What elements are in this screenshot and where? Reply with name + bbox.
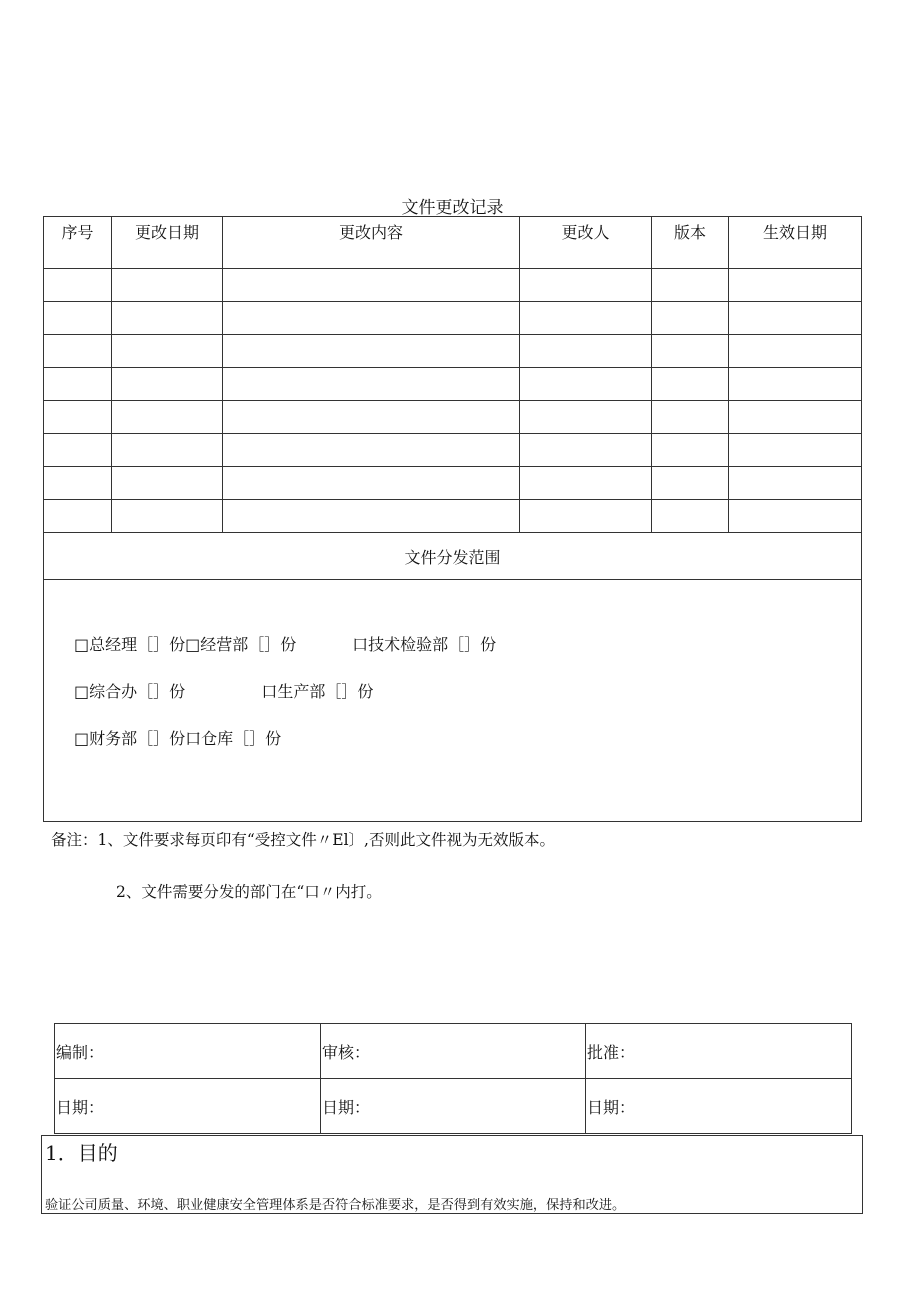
table-row: [44, 302, 862, 335]
compiled-date-field: 日期：: [55, 1079, 321, 1134]
table-cell: [520, 302, 652, 335]
table-cell: [112, 368, 223, 401]
table-cell: [112, 401, 223, 434]
table-cell: [729, 302, 862, 335]
table-cell: [223, 500, 520, 533]
table-row: [44, 335, 862, 368]
table-cell: [652, 302, 729, 335]
table-cell: [652, 335, 729, 368]
table-cell: [44, 368, 112, 401]
table-cell: [520, 335, 652, 368]
table-cell: [520, 368, 652, 401]
table-cell: [112, 500, 223, 533]
table-cell: [652, 467, 729, 500]
table-cell: [520, 401, 652, 434]
table-cell: [729, 500, 862, 533]
table-cell: [112, 467, 223, 500]
table-cell: [729, 368, 862, 401]
table-cell: [44, 401, 112, 434]
table-cell: [44, 467, 112, 500]
distribution-line-3: □财务部［］份口仓库［］份: [74, 729, 282, 748]
approved-date-field: 日期：: [586, 1079, 852, 1134]
table-cell: [112, 302, 223, 335]
table-cell: [652, 269, 729, 302]
table-row: [44, 269, 862, 302]
table-cell: [223, 434, 520, 467]
table-cell: [223, 401, 520, 434]
table-cell: [652, 500, 729, 533]
table-cell: [112, 269, 223, 302]
header-version: 版本: [652, 217, 729, 269]
table-row: [44, 368, 862, 401]
compiled-by-field: 编制：: [55, 1024, 321, 1079]
table-cell: [44, 434, 112, 467]
table-cell: [223, 269, 520, 302]
distribution-title: 文件分发范围: [44, 533, 862, 580]
header-row: [44, 217, 862, 269]
signoff-table: [54, 1023, 852, 1134]
table-cell: [520, 434, 652, 467]
distribution-body-row: [44, 580, 862, 822]
table-cell: [652, 401, 729, 434]
table-cell: [520, 269, 652, 302]
table-cell: [112, 335, 223, 368]
table-cell: [729, 269, 862, 302]
distribution-line-2: □综合办［］份 口生产部［］份: [74, 682, 374, 701]
header-change-content: 更改内容: [223, 217, 520, 269]
table-row: [44, 500, 862, 533]
table-cell: [223, 335, 520, 368]
reviewed-by-field: 审核：: [321, 1024, 586, 1079]
header-seq: 序号: [44, 217, 112, 269]
table-row: [44, 467, 862, 500]
header-change-date: 更改日期: [112, 217, 223, 269]
table-cell: [520, 467, 652, 500]
table-cell: [652, 368, 729, 401]
reviewed-date-field: 日期：: [321, 1079, 586, 1134]
table-row: [44, 434, 862, 467]
approved-by-field: 批准：: [586, 1024, 852, 1079]
table-cell: [223, 368, 520, 401]
table-cell: [729, 335, 862, 368]
table-cell: [223, 467, 520, 500]
table-cell: [44, 500, 112, 533]
table-cell: [112, 434, 223, 467]
table-cell: [652, 434, 729, 467]
note-line-2: 2、文件需要分发的部门在“口〃内打。: [116, 883, 382, 901]
change-record-table: [43, 216, 862, 822]
table-cell: [44, 335, 112, 368]
distribution-cell: [44, 580, 862, 822]
purpose-section: [41, 1135, 863, 1214]
purpose-text: 验证公司质量、环境、职业健康安全管理体系是否符合标准要求，是否得到有效实施，保持和改进。: [45, 1198, 626, 1213]
table-cell: [520, 500, 652, 533]
table-cell: [729, 467, 862, 500]
table-cell: [223, 302, 520, 335]
signoff-row: [55, 1024, 852, 1079]
header-changer: 更改人: [520, 217, 652, 269]
purpose-heading: 1．目的: [45, 1141, 118, 1165]
header-effective-date: 生效日期: [729, 217, 862, 269]
table-cell: [44, 302, 112, 335]
table-cell: [44, 269, 112, 302]
distribution-header-row: [44, 533, 862, 580]
distribution-line-1: □总经理［］份□经营部［］份 口技术检验部［］份: [74, 635, 497, 654]
table-cell: [729, 434, 862, 467]
record-title: 文件更改记录: [401, 198, 504, 218]
signoff-date-row: [55, 1079, 852, 1134]
table-row: [44, 401, 862, 434]
note-line-1: 备注：1、文件要求每页印有“受控文件〃El〕,否则此文件视为无效版本。: [51, 831, 555, 849]
table-cell: [729, 401, 862, 434]
